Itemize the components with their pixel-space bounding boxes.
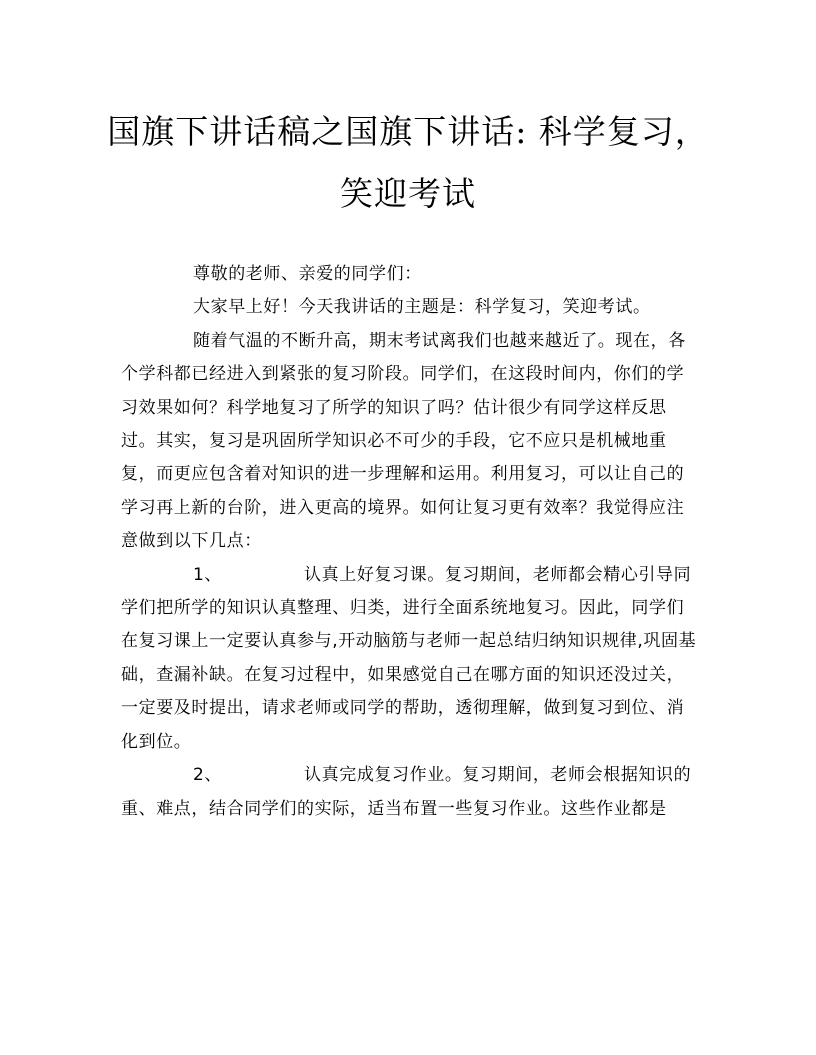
document-body — [121, 258, 699, 826]
title-line-1: 国旗下讲话稿之国旗下讲话: 科学复习， — [107, 112, 709, 151]
point-2-number: 2、 — [193, 765, 223, 786]
intro-paragraph: 随着气温的不断升高，期末考试离我们也越来越近了。现在，各个学科都已经进入到紧张的复习阶段。同学们，在这段时间内，你们的学习效果如何？科学地复习了所学的知识了吗？估计很少有同学这样反思过。其实，复习是巩固所学知识必不可少的手段，它不应只是机械地重复，而更应包含着对知识的进一步理解和运用。利用复习，可以让自己的学习再上新的台阶，进入更高的境界。如何让复习更有效率？我觉得应注意做到以下几点： — [121, 330, 686, 552]
point-1-text: 认真上好复习课。复习期间，老师都会精心引导同学们把所学的知识认真整理、归类，进行全面系统地复习。因此，同学们在复习课上一定要认真参与,开动脑筋与老师一起总结归纳知识规律,巩固基础，查漏补缺。在复习过程中，如果感觉自己在哪方面的知识还没过关，一定要及时提出，请求老师或同学的帮助，透彻理解，做到复习到位、消化到位。 — [121, 564, 697, 752]
point-2-paragraph — [121, 759, 699, 826]
point-1-paragraph — [121, 559, 699, 759]
greeting-paragraph: 尊敬的老师、亲爱的同学们： — [193, 264, 422, 284]
point-1-number: 1、 — [193, 564, 223, 585]
point-2-text: 认真完成复习作业。复习期间，老师会根据知识的重、难点，结合同学们的实际，适当布置一些复习作业。这些作业都是 — [121, 765, 692, 819]
opening-paragraph: 大家早上好！今天我讲话的主题是：科学复习，笑迎考试。 — [193, 297, 651, 318]
title-line-2: 笑迎考试 — [340, 174, 476, 213]
